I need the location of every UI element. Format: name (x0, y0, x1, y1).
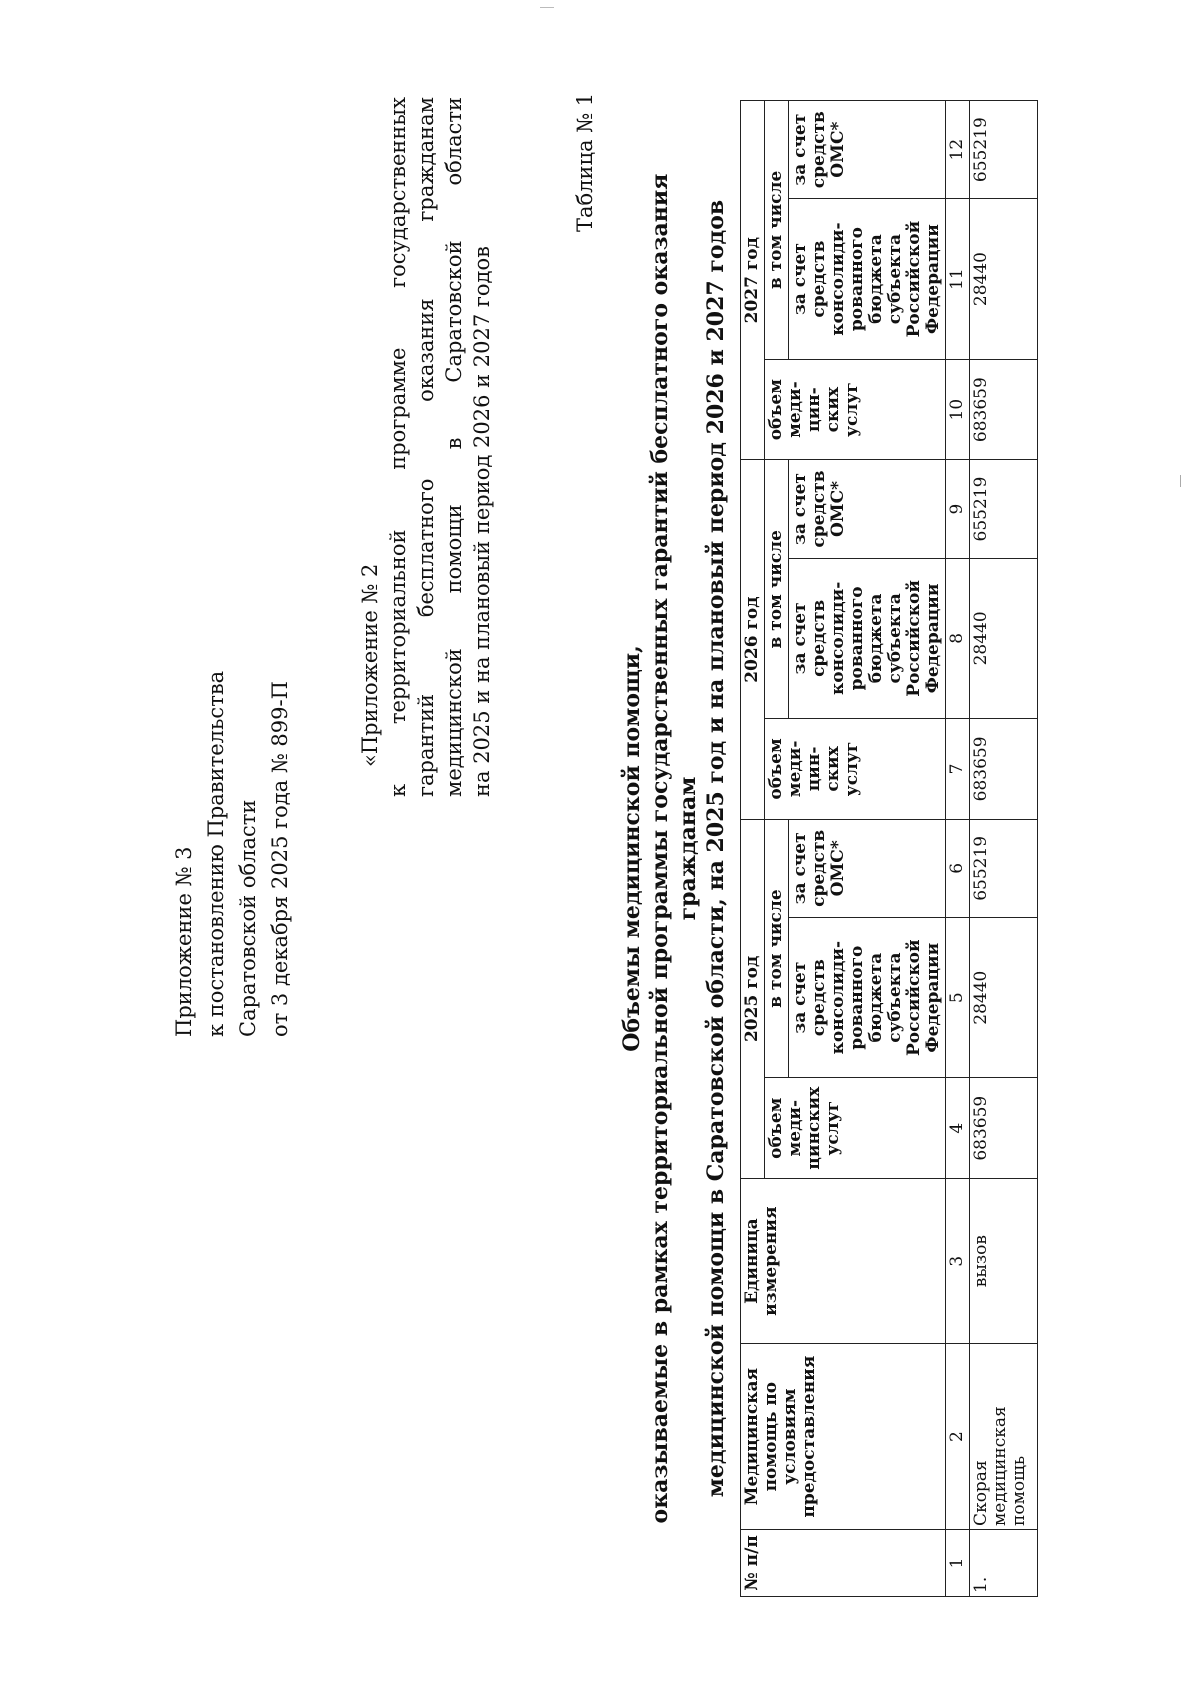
annex-line: на 2025 и на плановый период 2026 и 2027 годов (470, 246, 494, 797)
header-volume-2025: объем меди- цинских услуг (765, 1078, 946, 1179)
row-num: 1. (970, 1529, 1038, 1596)
column-number: 5 (946, 917, 970, 1077)
column-number: 8 (946, 558, 970, 718)
header-volume-2027: объем меди- цин- ских услуг (765, 359, 946, 460)
header-unit: Единица измерения (741, 1179, 946, 1344)
column-number: 6 (946, 819, 970, 917)
column-number: 7 (946, 719, 970, 820)
title-line: медицинской помощи в Саратовской области, на 2025 год и на плановый период 2026 и 2027 годов (703, 199, 729, 1498)
annex-line: к территориальной программе государственных (386, 97, 410, 797)
header-year-2027: 2027 год (741, 101, 765, 460)
column-number: 3 (946, 1179, 970, 1344)
row-budget-2027: 28440 (970, 199, 1038, 359)
header-num: № п/п (741, 1529, 946, 1596)
table-row (970, 101, 1038, 1597)
annex-line: гарантий бесплатного оказания гражданам (414, 97, 438, 797)
volumes-table (740, 100, 1038, 1597)
row-oms-2027: 655219 (970, 101, 1038, 199)
annex-line: «Приложение № 2 (358, 563, 382, 767)
appendix-line: Приложение № 3 (172, 846, 196, 1037)
row-budget-2025: 28440 (970, 917, 1038, 1077)
header-budget-2025: за счет средств консолиди- рованного бюджета субъекта Российской Федерации (789, 917, 946, 1077)
column-number: 10 (946, 359, 970, 460)
table-label: Таблица № 1 (573, 92, 597, 232)
row-volume-2025: 683659 (970, 1078, 1038, 1179)
appendix-line: Саратовской области (236, 799, 260, 1037)
appendix-line: от 3 декабря 2025 года № 899-П (268, 681, 292, 1037)
row-oms-2026: 655219 (970, 460, 1038, 558)
column-number: 12 (946, 101, 970, 199)
column-number: 1 (946, 1529, 970, 1596)
appendix-header (168, 671, 296, 1037)
row-budget-2026: 28440 (970, 558, 1038, 718)
header-budget-2027: за счет средств консолиди- рованного бюджета субъекта Российской Федерации (789, 199, 946, 359)
header-volume-2026: объем меди- цин- ских услуг (765, 719, 946, 820)
column-number: 11 (946, 199, 970, 359)
scan-mark (540, 7, 554, 8)
column-number: 4 (946, 1078, 970, 1179)
column-numbers-row (946, 101, 970, 1597)
annex-header (356, 97, 496, 797)
row-care: Скорая медицинская помощь (970, 1344, 1038, 1530)
header-incl-2026: в том числе (765, 460, 789, 719)
header-oms-2027: за счет средств ОМС* (789, 101, 946, 199)
header-year-2026: 2026 год (741, 460, 765, 819)
row-oms-2025: 655219 (970, 819, 1038, 917)
header-care: Медицинская помощь по условиям предоставления (741, 1344, 946, 1530)
header-budget-2026: за счет средств консолиди- рованного бюджета субъекта Российской Федерации (789, 558, 946, 718)
scan-mark (1180, 475, 1181, 487)
column-number: 9 (946, 460, 970, 558)
annex-line: медицинской помощи в Саратовской области (442, 97, 466, 797)
row-volume-2027: 683659 (970, 359, 1038, 460)
header-year-2025: 2025 год (741, 819, 765, 1178)
header-oms-2026: за счет средств ОМС* (789, 460, 946, 558)
header-incl-2027: в том числе (765, 101, 789, 360)
row-unit: вызов (970, 1179, 1038, 1344)
title-line: Объемы медицинской помощи, (619, 645, 645, 1052)
header-oms-2025: за счет средств ОМС* (789, 819, 946, 917)
title-line: оказываемые в рамках территориальной программы государственных гарантий бесплатного оказания гражданам (647, 173, 701, 1524)
document-title (618, 100, 730, 1597)
row-volume-2026: 683659 (970, 719, 1038, 820)
appendix-line: к постановлению Правительства (204, 670, 228, 1037)
column-number: 2 (946, 1344, 970, 1530)
header-incl-2025: в том числе (765, 819, 789, 1078)
